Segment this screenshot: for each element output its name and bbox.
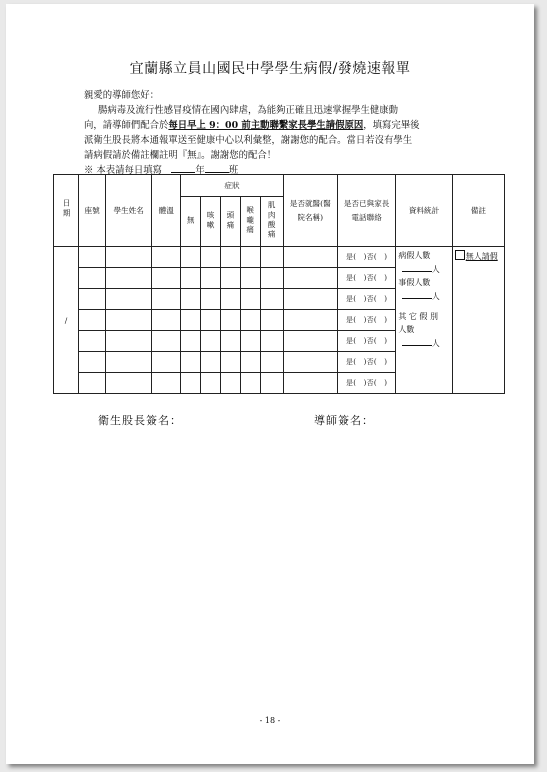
header-symptom-throat: 喉嚨痛	[240, 197, 260, 247]
stat-other-line[interactable]: 人	[398, 336, 451, 350]
name-cell[interactable]	[106, 247, 152, 268]
symptom-cell[interactable]	[260, 331, 283, 352]
symptom-cell[interactable]	[201, 268, 221, 289]
name-cell[interactable]	[106, 352, 152, 373]
symptom-cell[interactable]	[181, 289, 201, 310]
seat-cell[interactable]	[79, 331, 106, 352]
header-doctor: 是否就醫(醫院名稱)	[283, 175, 337, 247]
doctor-cell[interactable]	[283, 310, 337, 331]
date-cell[interactable]: /	[54, 247, 79, 394]
header-symptom-headache: 頭痛	[220, 197, 240, 247]
symptom-cell[interactable]	[181, 373, 201, 394]
temp-cell[interactable]	[152, 310, 181, 331]
seat-cell[interactable]	[79, 289, 106, 310]
contact-yes-no[interactable]: 是( )否( )	[337, 310, 395, 331]
symptom-cell[interactable]	[220, 310, 240, 331]
symptom-cell[interactable]	[220, 373, 240, 394]
name-cell[interactable]	[106, 373, 152, 394]
contact-yes-no[interactable]: 是( )否( )	[337, 268, 395, 289]
symptom-cell[interactable]	[201, 310, 221, 331]
header-stats: 資料統計	[396, 175, 452, 247]
symptom-cell[interactable]	[240, 289, 260, 310]
header-note: 備註	[452, 175, 504, 247]
document-title: 宜蘭縣立員山國民中學學生病假/發燒速報單	[129, 61, 411, 77]
header-temperature: 體溫	[152, 175, 181, 247]
name-cell[interactable]	[106, 331, 152, 352]
year-blank[interactable]	[171, 163, 195, 173]
symptom-cell[interactable]	[240, 268, 260, 289]
paragraph-line-4: 請病假請於備註欄註明『無』。謝謝您的配合！	[84, 150, 277, 161]
header-date: 日期	[54, 175, 79, 247]
paragraph-line-3: 派衛生股長將本通報單送至健康中心以利彙整，謝謝您的配合。當日若沒有學生	[84, 135, 413, 146]
seat-cell[interactable]	[79, 352, 106, 373]
symptom-cell[interactable]	[220, 268, 240, 289]
paragraph-line-1: 腸病毒及流行性感冒疫情在國內肆虐，為能夠正確且迅速掌握學生健康動	[98, 105, 399, 116]
greeting: 親愛的導師您好：	[84, 90, 160, 101]
symptom-cell[interactable]	[260, 373, 283, 394]
name-cell[interactable]	[106, 289, 152, 310]
header-contact: 是否已與家長電話聯絡	[337, 175, 395, 247]
seat-cell[interactable]	[79, 268, 106, 289]
stat-sick-label: 病假人數	[398, 251, 431, 260]
symptom-cell[interactable]	[220, 289, 240, 310]
contact-yes-no[interactable]: 是( )否( )	[337, 331, 395, 352]
paragraph-line-2-pre: 向，請導師們配合於	[84, 120, 169, 131]
stat-personal-label: 事假人數	[398, 278, 431, 287]
name-cell[interactable]	[106, 310, 152, 331]
header-symptom-cough: 咳嗽	[201, 197, 221, 247]
contact-yes-no[interactable]: 是( )否( )	[337, 247, 395, 268]
symptom-cell[interactable]	[181, 268, 201, 289]
health-leader-signature-label: 衛生股長簽名：	[98, 414, 182, 427]
doctor-cell[interactable]	[283, 331, 337, 352]
year-label: 年	[195, 165, 205, 176]
symptom-cell[interactable]	[181, 310, 201, 331]
symptom-cell[interactable]	[260, 247, 283, 268]
report-table	[53, 174, 505, 394]
seat-cell[interactable]	[79, 310, 106, 331]
contact-yes-no[interactable]: 是( )否( )	[337, 289, 395, 310]
symptom-cell[interactable]	[240, 310, 260, 331]
symptom-cell[interactable]	[181, 352, 201, 373]
symptom-cell[interactable]	[260, 289, 283, 310]
document-page	[6, 4, 534, 764]
temp-cell[interactable]	[152, 289, 181, 310]
symptom-cell[interactable]	[181, 331, 201, 352]
symptom-cell[interactable]	[260, 352, 283, 373]
header-seat: 座號	[79, 175, 106, 247]
name-cell[interactable]	[106, 268, 152, 289]
header-symptom-muscle: 肌肉酸痛	[260, 197, 283, 247]
class-blank[interactable]	[205, 163, 229, 173]
symptom-cell[interactable]	[240, 352, 260, 373]
note-none-label: 無人請假	[465, 252, 498, 261]
notice-text: ※ 本表請每日填寫	[84, 165, 162, 176]
class-label: 班	[228, 165, 239, 176]
symptom-cell[interactable]	[201, 373, 221, 394]
contact-yes-no[interactable]: 是( )否( )	[337, 352, 395, 373]
symptom-cell[interactable]	[181, 247, 201, 268]
stats-cell	[396, 247, 452, 394]
symptom-cell[interactable]	[240, 247, 260, 268]
doctor-cell[interactable]	[283, 247, 337, 268]
symptom-cell[interactable]	[260, 268, 283, 289]
symptom-cell[interactable]	[201, 289, 221, 310]
symptom-cell[interactable]	[220, 331, 240, 352]
symptom-cell[interactable]	[201, 247, 221, 268]
temp-cell[interactable]	[152, 352, 181, 373]
stat-personal-line[interactable]: 人	[398, 289, 451, 303]
symptom-cell[interactable]	[240, 331, 260, 352]
doctor-cell[interactable]	[283, 352, 337, 373]
stat-sick-line[interactable]: 人	[398, 262, 451, 276]
teacher-signature-label: 導師簽名：	[314, 414, 374, 427]
symptom-cell[interactable]	[220, 352, 240, 373]
header-name: 學生姓名	[106, 175, 152, 247]
header-symptom-none: 無	[181, 197, 201, 247]
header-symptoms: 症狀	[181, 175, 283, 197]
note-cell	[452, 247, 504, 394]
checkbox-icon[interactable]	[455, 250, 465, 260]
paragraph-line-2	[84, 118, 484, 133]
contact-yes-no[interactable]: 是( )否( )	[337, 373, 395, 394]
stat-other-label: 其 它 假 別 人數	[398, 312, 438, 334]
symptom-cell[interactable]	[201, 352, 221, 373]
temp-cell[interactable]	[152, 247, 181, 268]
doctor-cell[interactable]	[283, 268, 337, 289]
temp-cell[interactable]	[152, 373, 181, 394]
symptom-cell[interactable]	[260, 310, 283, 331]
temp-cell[interactable]	[152, 331, 181, 352]
symptom-cell[interactable]	[220, 247, 240, 268]
page-number: - 18 -	[259, 716, 281, 725]
seat-cell[interactable]	[79, 373, 106, 394]
symptom-cell[interactable]	[240, 373, 260, 394]
doctor-cell[interactable]	[283, 373, 337, 394]
deadline-emphasis: 每日早上 9：00 前主動聯繫家長學生請假原因	[168, 120, 364, 131]
temp-cell[interactable]	[152, 268, 181, 289]
doctor-cell[interactable]	[283, 289, 337, 310]
seat-cell[interactable]	[79, 247, 106, 268]
paragraph-line-2-post: ，填寫完畢後	[363, 120, 420, 131]
symptom-cell[interactable]	[201, 331, 221, 352]
